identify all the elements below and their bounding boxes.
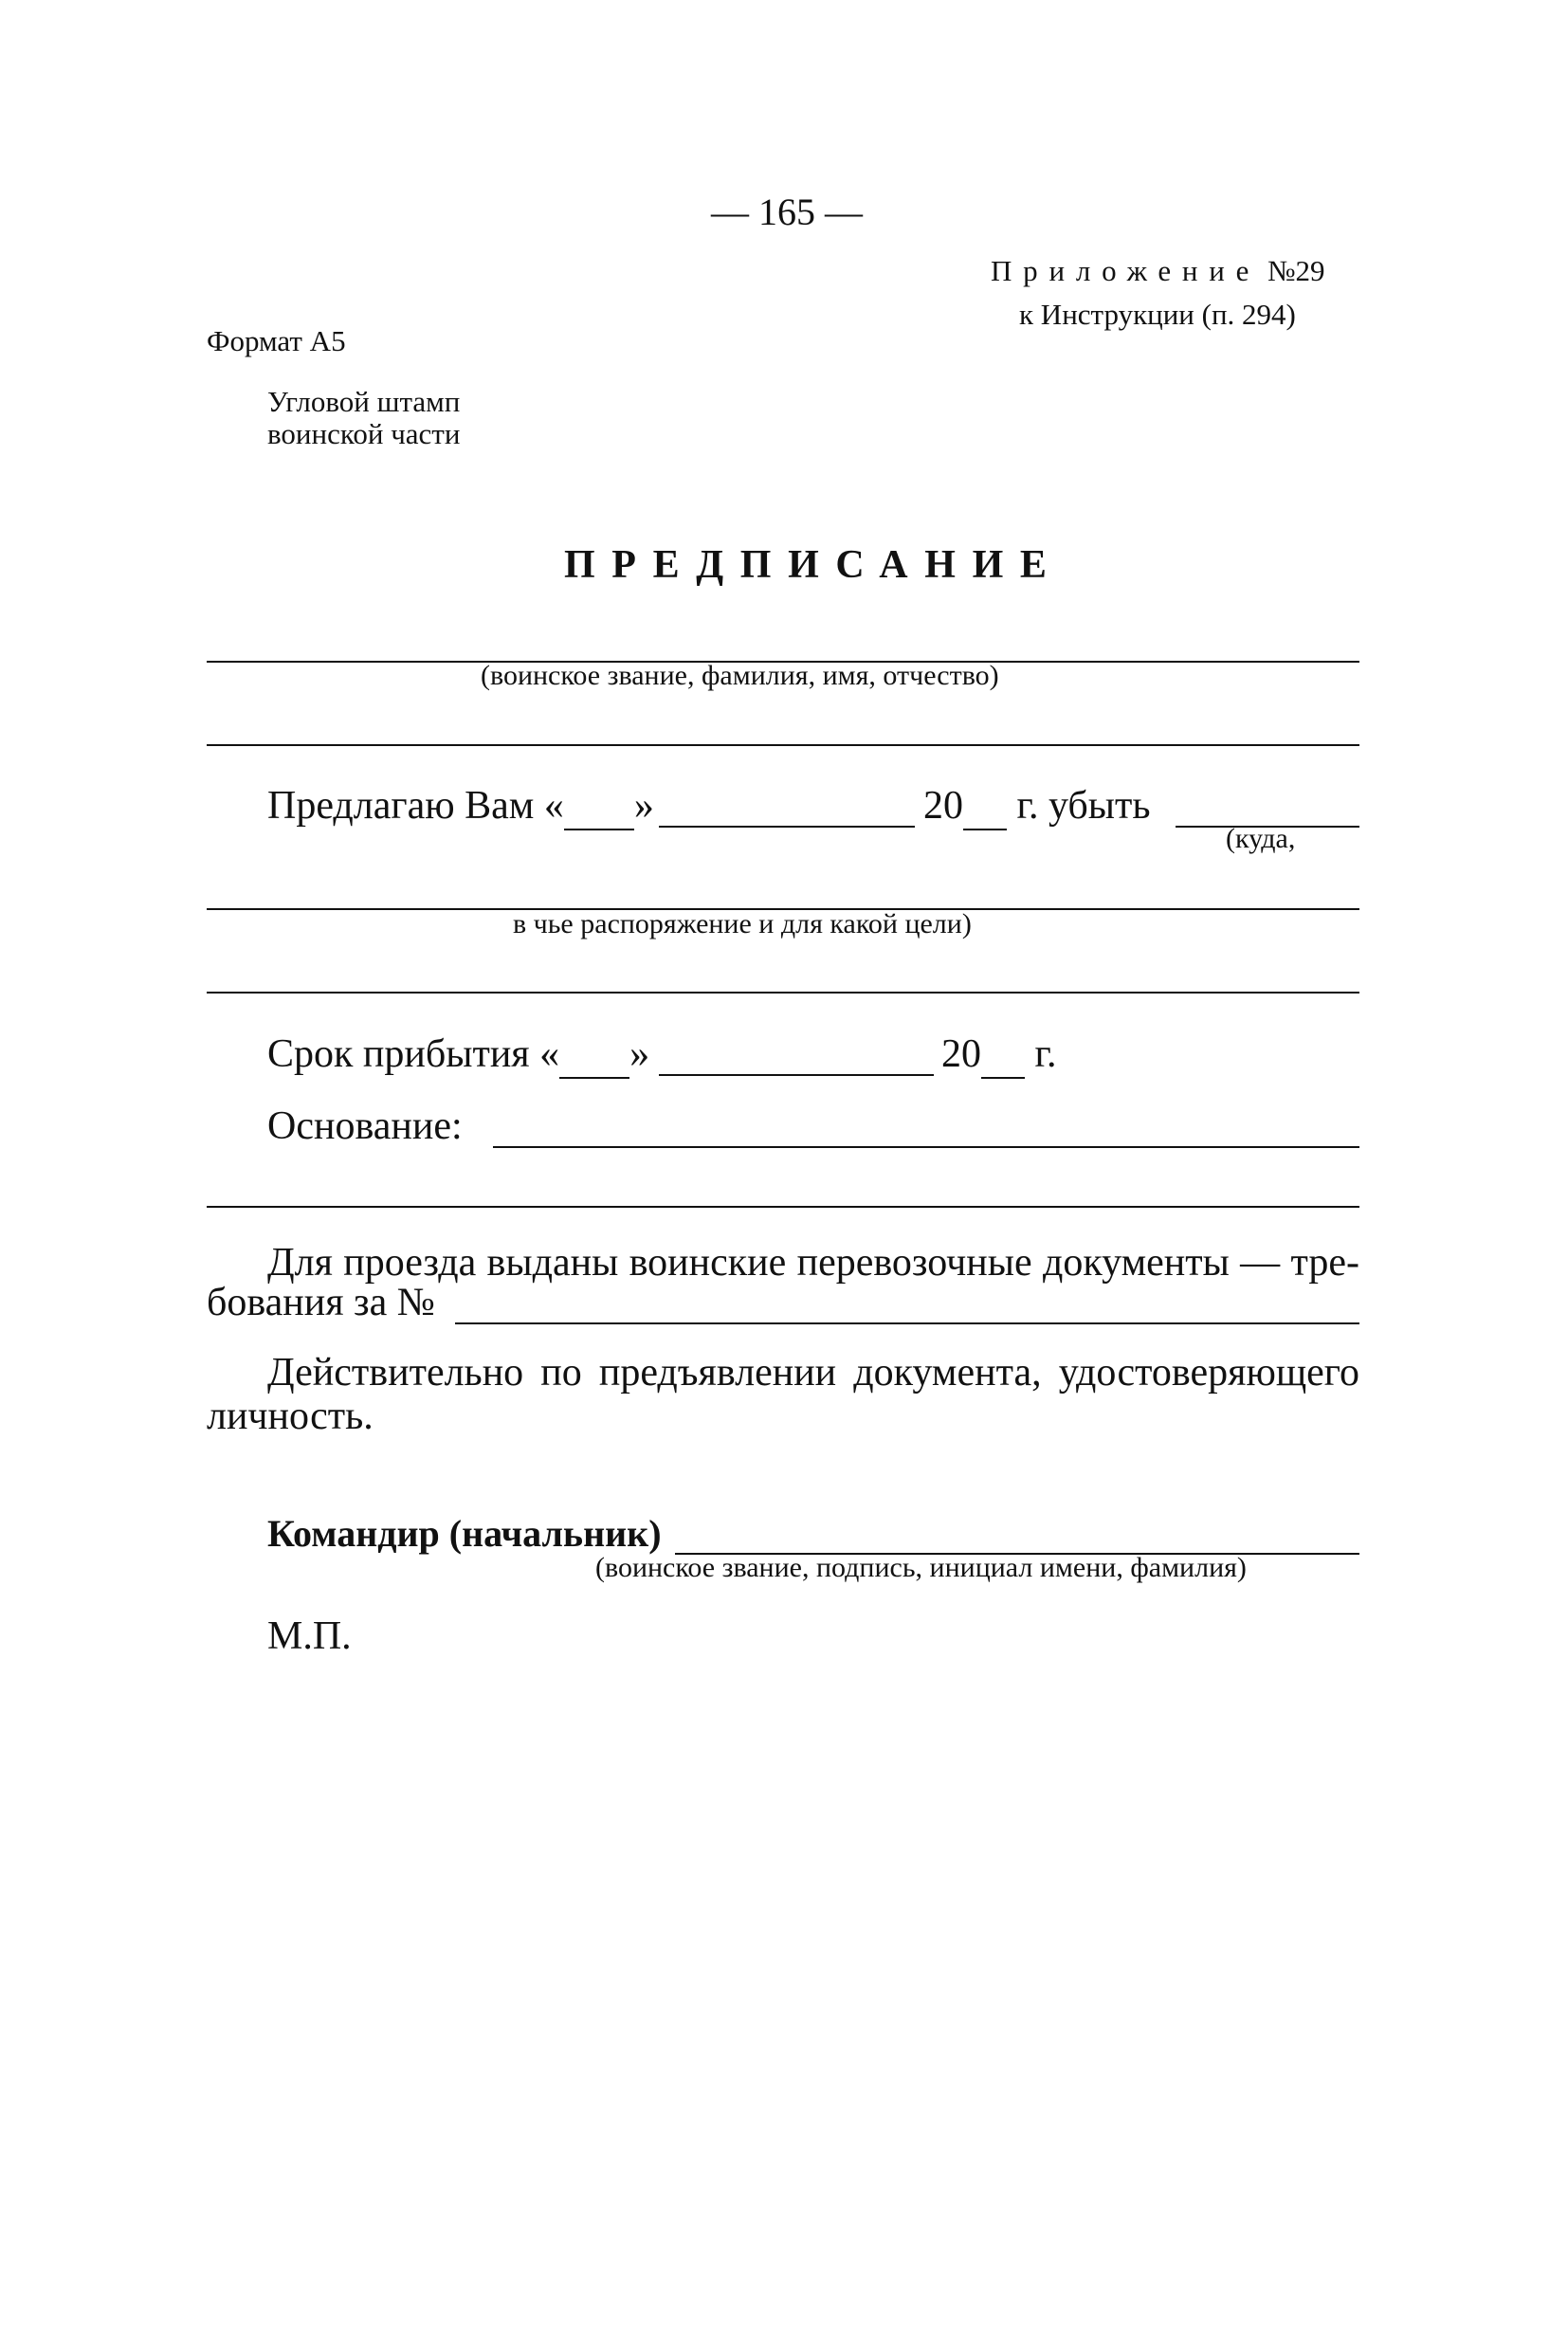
validity-line1: Действительно по предъявлении документа, удостоверяющего — [267, 1351, 1359, 1395]
appendix-reference: к Инструкции (п. 294) — [1019, 298, 1296, 331]
destination-line-2 — [207, 992, 1359, 994]
order-row — [267, 783, 654, 830]
commander-label: Командир (начальник) — [267, 1512, 662, 1555]
format-label: Формат А5 — [207, 324, 346, 357]
travel-docs-line1: Для проезда выданы воинские перевозочные документы — тре- — [267, 1241, 1359, 1285]
basis-label: Основание: — [267, 1104, 463, 1148]
order-depart: г. убыть — [1016, 784, 1151, 828]
arrival-day-blank — [559, 1031, 629, 1079]
validity-line2: личность. — [207, 1395, 374, 1438]
arrival-row — [267, 1031, 649, 1079]
order-year-blank — [963, 783, 1007, 830]
basis-line-2 — [207, 1206, 1359, 1208]
order-lead: Предлагаю Вам « — [267, 784, 564, 828]
arrival-year-row — [941, 1031, 1057, 1079]
travel-docs-number-line — [455, 1322, 1359, 1324]
arrival-lead: Срок прибытия « — [267, 1032, 560, 1076]
seal-label: М.П. — [267, 1614, 352, 1658]
order-quote-close: » — [633, 784, 654, 828]
stamp-line-1: Угловой штамп — [267, 385, 461, 418]
arrival-year-suffix: г. — [1034, 1032, 1057, 1076]
signature-caption: (воинское звание, подпись, инициал имени, фамилия) — [595, 1552, 1247, 1583]
arrival-year-prefix: 20 — [941, 1032, 981, 1076]
travel-docs-line2: бования за № — [207, 1281, 435, 1324]
recipient-line-2 — [207, 744, 1359, 746]
order-month-blank — [659, 826, 915, 828]
document-title: ПРЕДПИСАНИЕ — [564, 543, 1064, 587]
appendix-word: Приложение — [991, 254, 1261, 287]
arrival-year-blank — [981, 1031, 1025, 1079]
order-year-row — [923, 783, 1151, 830]
arrival-quote-close: » — [629, 1032, 650, 1076]
appendix-label — [991, 254, 1325, 288]
recipient-caption: (воинское звание, фамилия, имя, отчество) — [481, 660, 999, 691]
destination-caption-start: (куда, — [1226, 823, 1296, 854]
arrival-month-blank — [659, 1074, 934, 1076]
order-year-prefix: 20 — [923, 784, 963, 828]
destination-caption-end: в чье распоряжение и для какой цели) — [513, 908, 972, 939]
stamp-line-2: воинской части — [267, 417, 461, 450]
basis-line — [493, 1146, 1359, 1148]
appendix-number: №29 — [1267, 254, 1325, 287]
order-day-blank — [564, 783, 634, 830]
page-number: — 165 — — [711, 191, 863, 233]
